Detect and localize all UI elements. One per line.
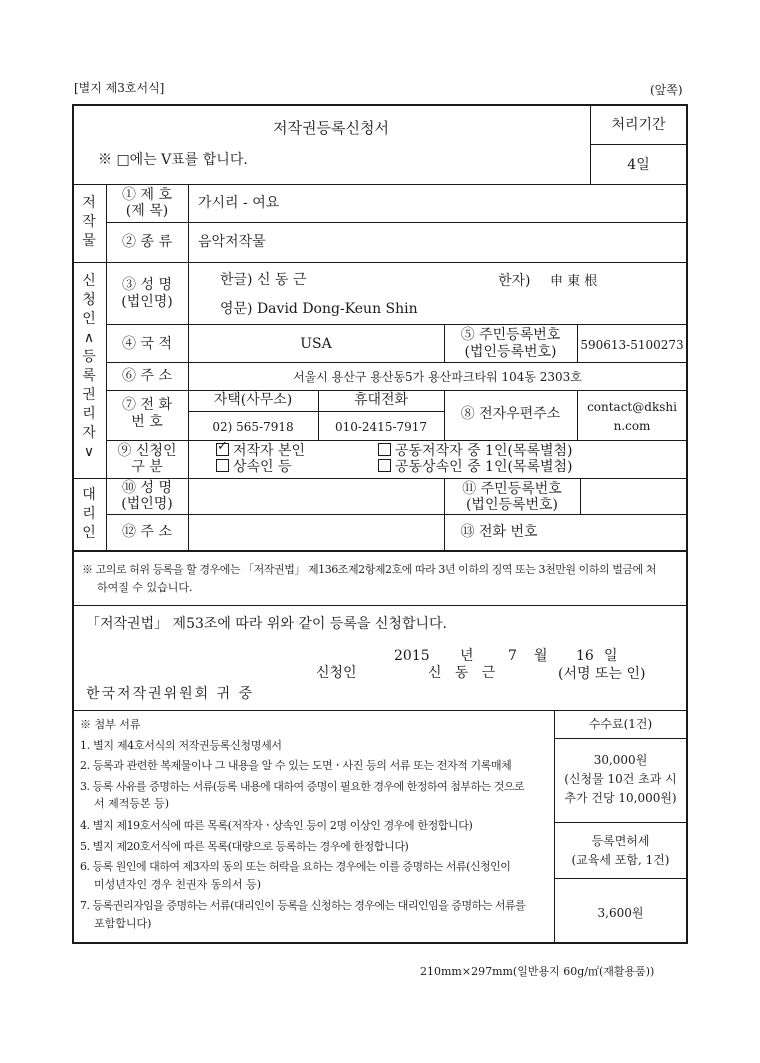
home-phone-value: 02) 565-7918 xyxy=(212,420,294,434)
email-value-line1: contact@dkshi xyxy=(587,400,677,414)
address-value: 서울시 용산구 용산동5가 용산파크타워 104동 2303호 xyxy=(293,370,582,384)
home-phone-label: 자택(사무소) xyxy=(213,392,293,408)
option-heir[interactable]: 상속인 등 xyxy=(216,459,292,475)
applicant-name-hanja: 申 東 根 xyxy=(550,274,598,289)
phone-label-sub: 번 호 xyxy=(131,414,163,430)
applicant-name-english: 영문) David Dong-Keun Shin xyxy=(220,301,418,317)
tax-note: (교육세 포함, 1건) xyxy=(571,853,670,867)
date-month-unit: 월 xyxy=(534,648,548,664)
processing-label: 처리기간 xyxy=(611,117,666,133)
attachment-item: 미성년자인 경우 친권자 동의서 등) xyxy=(94,878,262,891)
checkbox-note: ※ □에는 V표를 합니다. xyxy=(98,152,248,168)
option-coheir[interactable]: 공동상속인 중 1인(목록별첨) xyxy=(378,459,573,475)
address-label: ⑥ 주 소 xyxy=(122,368,172,384)
attachment-item: 5. 별지 제20호서식에 따른 목록(대량으로 등록하는 경우에 한정합니다) xyxy=(80,840,409,853)
agent-id-label: ⑪ 주민등록번호 xyxy=(462,481,562,497)
name-label: ③ 성 명 xyxy=(122,277,172,293)
paper-spec: 210mm×297mm(일반용지 60g/㎡(재활용품)) xyxy=(420,965,655,978)
type-label: ② 종 류 xyxy=(122,234,172,250)
date-day: 16 xyxy=(576,648,594,664)
hanja-label: 한자) xyxy=(498,273,531,289)
category-label: ⑨ 신청인 xyxy=(117,443,177,459)
attachment-item: 6. 등록 원인에 대하여 제3자의 동의 또는 허락을 요하는 경우에는 이를 증명하는 서류(신청인이 xyxy=(80,860,511,873)
addressee: 한국저작권위원회 귀 중 xyxy=(86,686,255,702)
work-type-value: 음악저작물 xyxy=(198,234,266,250)
applicant-name-korean: 한글) 신 동 근 xyxy=(220,272,307,288)
title-label: ① 제 호 xyxy=(122,187,172,203)
work-section-label: 저 작 물 xyxy=(82,195,96,249)
resident-id-label-sub: (법인등록번호) xyxy=(464,344,557,360)
tax-label: 등록면허세 xyxy=(591,834,650,848)
form-title: 저작권등록신청서 xyxy=(273,119,389,137)
heir-checkbox[interactable] xyxy=(216,459,229,472)
email-label: ⑧ 전자우편주소 xyxy=(460,406,561,422)
resident-id-label: ⑤ 주민등록번호 xyxy=(460,327,561,343)
agent-id-label-sub: (법인등록번호) xyxy=(465,497,559,513)
work-title-value: 가시리 - 여요 xyxy=(198,195,280,211)
form-number: [별지 제3호서식] xyxy=(74,81,165,95)
date-day-unit: 일 xyxy=(604,648,618,664)
applicant-section-label: 신 청 인 ∧ 등 록 권 리 자 ∨ xyxy=(82,273,96,460)
coauthor-checkbox[interactable] xyxy=(378,443,391,456)
phone-label: ⑦ 전 화 xyxy=(122,397,172,413)
attachment-item: 7. 등록권리자임을 증명하는 서류(대리인이 등록을 신청하는 경우에는 대리인임을 증명하는 서류를 xyxy=(80,899,526,912)
coheir-checkbox[interactable] xyxy=(378,459,391,472)
name-label-sub: (법인명) xyxy=(121,294,173,310)
declaration-text: 「저작권법」 제53조에 따라 위와 같이 등록을 신청합니다. xyxy=(86,616,447,632)
attachment-item: 4. 별지 제19호서식에 따른 목록(저작자ㆍ상속인 등이 2명 이상인 경우에 한정합니다) xyxy=(80,819,473,832)
attachment-item: 서 제적등본 등) xyxy=(94,797,170,810)
fee-label: 수수료(1건) xyxy=(588,717,653,731)
attachment-item: 3. 등록 사유를 증명하는 서류(등록 내용에 대하여 증명이 필요한 경우에 한정하여 첨부하는 것으로 xyxy=(80,780,525,793)
fee-value: 30,000원 xyxy=(593,753,648,767)
applicant-sign-label: 신청인 xyxy=(316,665,357,681)
mobile-phone-value: 010-2415-7917 xyxy=(334,420,428,434)
processing-value: 4일 xyxy=(627,157,650,173)
agent-name-label-sub: (법인명) xyxy=(121,496,173,512)
sign-note: (서명 또는 인) xyxy=(558,666,646,682)
nationality-label: ④ 국 적 xyxy=(122,336,172,352)
category-label-sub: 구 분 xyxy=(131,459,163,475)
fee-note: (신청물 10건 초과 시 xyxy=(564,772,677,786)
date-year-unit: 년 xyxy=(460,648,474,664)
nationality-value: USA xyxy=(300,336,332,352)
date-year: 2015 xyxy=(394,648,430,664)
agent-phone-label: ⑬ 전화 번호 xyxy=(460,524,538,540)
applicant-sign-name: 신 동 근 xyxy=(428,665,496,681)
attachment-item: 2. 등록과 관련한 복제물이나 그 내용을 알 수 있는 도면ㆍ사진 등의 서류 또는 전자적 기록매체 xyxy=(80,759,512,772)
tax-value: 3,600원 xyxy=(597,906,644,920)
attachment-item: 1. 별지 제4호서식의 저작권등록신청명세서 xyxy=(80,739,282,752)
email-value-line2: n.com xyxy=(613,419,651,433)
option-coauthor[interactable]: 공동저작자 중 1인(목록별첨) xyxy=(378,443,573,459)
agent-name-label: ⑩ 성 명 xyxy=(122,480,172,496)
agent-address-label: ⑫ 주 소 xyxy=(122,524,172,540)
option-author[interactable]: ✓저작자 본인 xyxy=(216,443,305,459)
attachments-heading: ※ 첨부 서류 xyxy=(80,718,141,731)
resident-id-value: 590613-5100273 xyxy=(580,338,684,352)
title-label-sub: (제 목) xyxy=(125,203,169,219)
mobile-phone-label: 휴대전화 xyxy=(353,392,409,408)
fee-note-sub: 추가 건당 10,000원) xyxy=(564,791,677,805)
date-month: 7 xyxy=(508,648,517,664)
attachment-item: 포함합니다) xyxy=(94,917,152,930)
author-checkbox[interactable] xyxy=(216,443,229,456)
page-side: (앞쪽) xyxy=(650,83,683,97)
agent-section-label: 대 리 인 xyxy=(82,487,96,541)
